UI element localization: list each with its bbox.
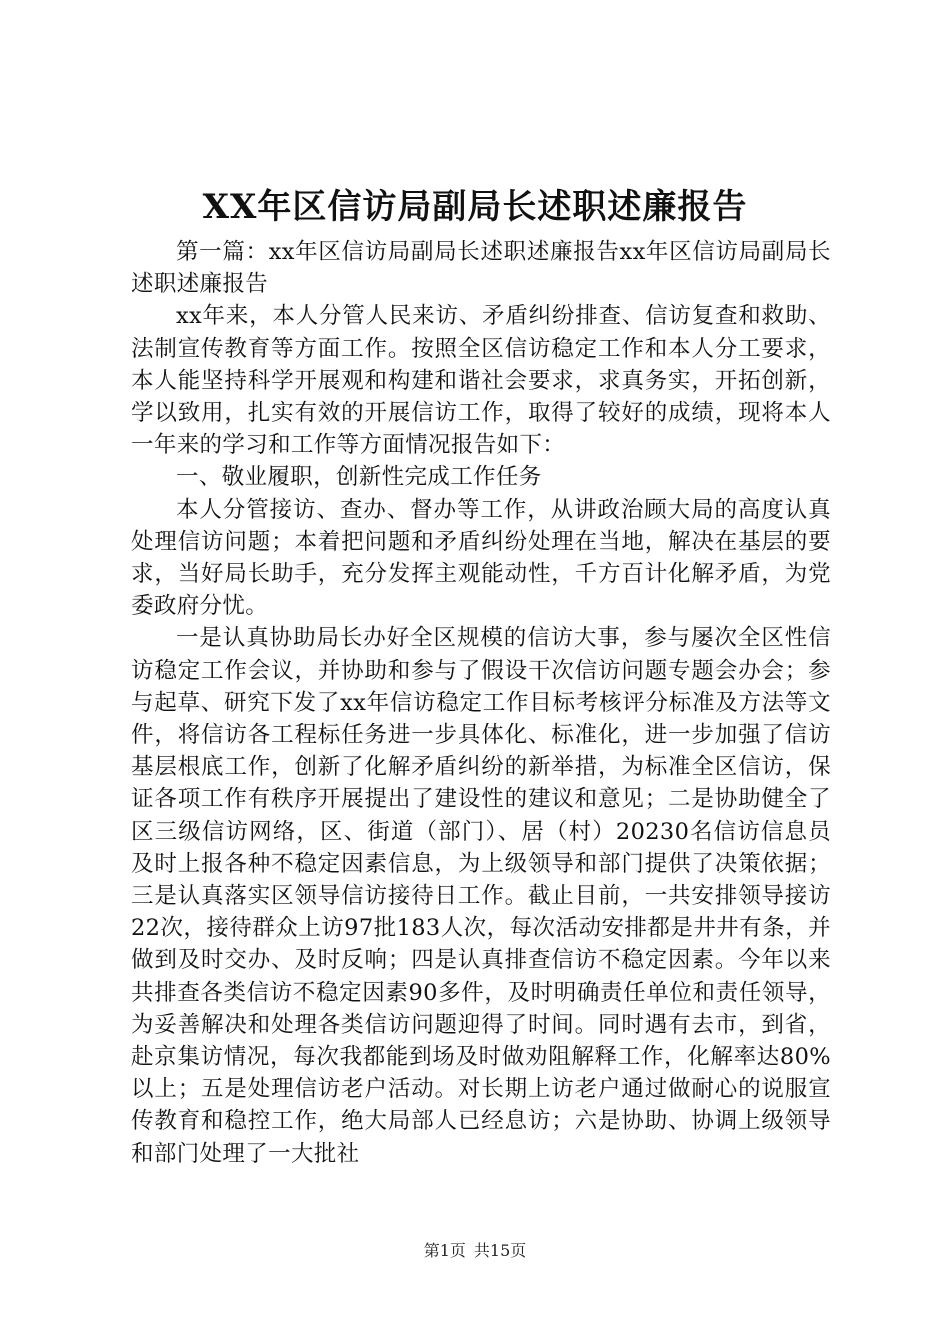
page-number: 第1页 (423, 1241, 466, 1260)
paragraph-details: 一是认真协助局长办好全区规模的信访大事，参与屡次全区性信访稳定工作会议，并协助和参与了假设干次信访问题专题会办会；参与起草、研究下发了xx年信访稳定工作目标考核评分标准及方法等文件，将信访各工程标任务进一步具体化、标准化，进一步加强了信访基层根底工作，创新了化解矛盾纠纷的新举措，为标准全区信访，保证各项工作有秩序开展提出了建设性的建议和意见；二是协助健全了区三级信访网络，区、街道（部门）、居（村）20230名信访信息员及时上报各种不稳定因素信息，为上级领导和部门提供了决策依据；三是认真落实区领导信访接待日工作。截止目前，一共安排领导接访22次，接待群众上访97批183人次，每次活动安排都是井井有条，并做到及时交办、及时反响；四是认真排查信访不稳定因素。今年以来共排查各类信访不稳定因素90多件，及时明确责任单位和责任领导，为妥善解决和处理各类信访问题迎得了时间。同时遇有去市，到省，赴京集访情况，每次我都能到场及时做劝阻解释工作，化解率达80%以上；五是处理信访老户活动。对长期上访老户通过做耐心的说服宣传教育和稳控工作，绝大局部人已经息访；六是协助、协调上级领导和部门处理了一大批社 (131, 625, 831, 1167)
document-body (131, 236, 831, 1170)
page-total: 共15页 (473, 1241, 527, 1260)
paragraph-intro: xx年来，本人分管人民来访、矛盾纠纷排查、信访复查和救助、法制宣传教育等方面工作。按照全区信访稳定工作和本人分工要求，本人能坚持科学开展观和构建和谐社会要求，求真务实，开拓创新，学以致用，扎实有效的开展信访工作，取得了较好的成绩，现将本人一年来的学习和工作等方面情况报告如下： (131, 303, 831, 459)
paragraph-duties: 本人分管接访、查办、督办等工作，从讲政治顾大局的高度认真处理信访问题；本着把问题和矛盾纠纷处理在当地，解决在基层的要求，当好局长助手，充分发挥主观能动性，千方百计化解矛盾，为党委政府分忧。 (131, 496, 831, 620)
paragraph-subheading: 一、敬业履职，创新性完成工作任务 (176, 464, 542, 491)
paragraph-section-heading: 第一篇：xx年区信访局副局长述职述廉报告xx年区信访局副局长述职述廉报告 (131, 239, 831, 298)
page-footer (0, 1240, 950, 1262)
document-title: XX年区信访局副局长述职述廉报告 (202, 187, 748, 227)
